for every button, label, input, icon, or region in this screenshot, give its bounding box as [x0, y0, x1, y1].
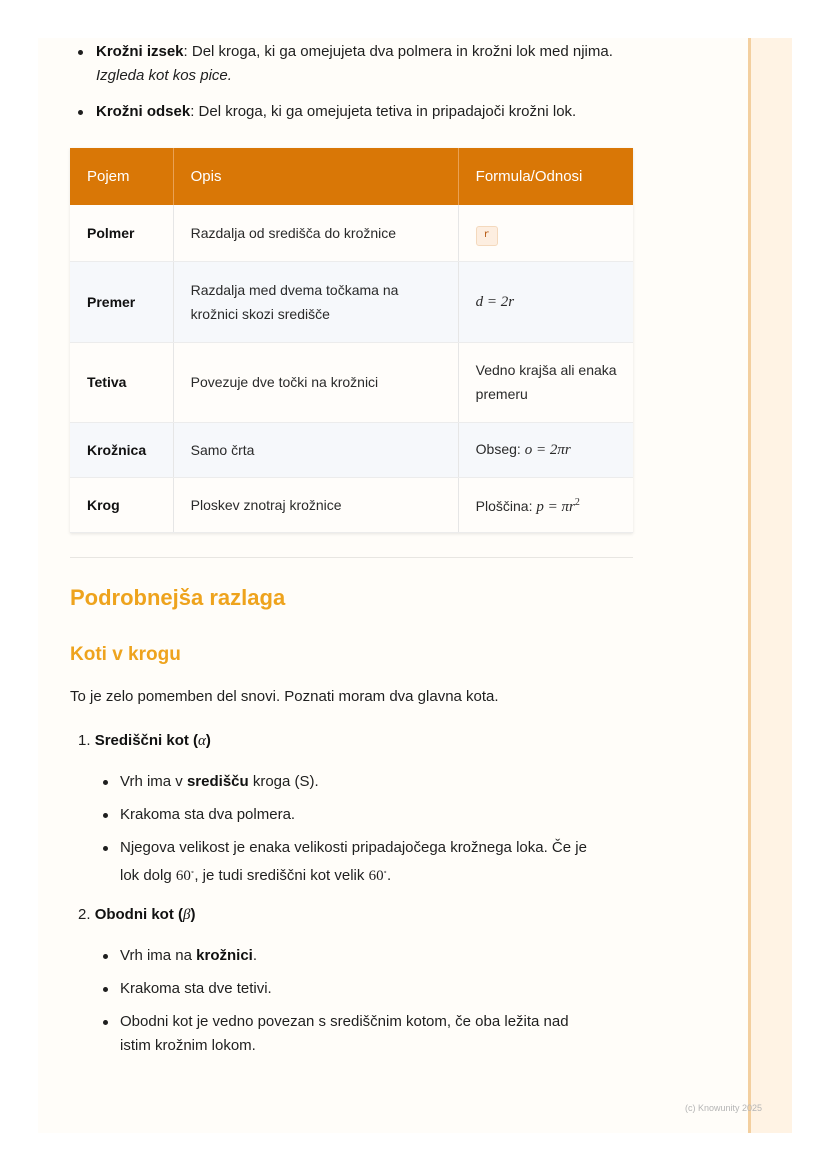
cell-description: Razdalja od središča do krožnice — [173, 205, 458, 261]
cell-term: Tetiva — [70, 342, 173, 422]
table-header-row — [70, 148, 633, 205]
formula-label: Obseg: — [475, 441, 525, 457]
cell-formula: Vedno krajša ali enaka premeru — [458, 342, 633, 422]
item-title: Središčni kot (α) — [94, 732, 211, 749]
item-number: 2. — [78, 906, 91, 923]
terms-table — [70, 148, 633, 533]
header-description: Opis — [173, 148, 458, 205]
list-item: Obodni kot je vedno povezan s središčnim kotom, če oba ležita nad istim krožnim lokom. — [96, 1010, 650, 1058]
section-intro: To je zelo pomemben del snovi. Poznati moram dva glavna kota. — [70, 688, 499, 705]
math-exponent: 2 — [574, 496, 580, 508]
bold-term: središču — [186, 773, 249, 790]
cell-term: Krožnica — [70, 422, 173, 477]
math-base: p = πr — [536, 498, 575, 515]
formula-label: Ploščina: — [475, 497, 537, 514]
cell-description: Povezuje dve točki na krožnici — [173, 342, 458, 422]
degree-value: 60∘ — [175, 868, 195, 884]
list-item: Vrh ima na krožnici. — [96, 944, 650, 968]
list-item: Krakoma sta dve tetivi. — [96, 977, 650, 1001]
cell-formula — [458, 205, 633, 261]
list-item: Njegova velikost je enaka velikosti pripadajočega krožnega loka. Če je lok dolg 60∘, je tudi središčni kot velik 60∘. — [96, 836, 650, 888]
list-item — [70, 40, 656, 88]
item-number: 1. — [78, 732, 91, 749]
table-row — [70, 422, 633, 477]
term-text: : Del kroga, ki ga omejujeta tetiva in pripadajoči krožni lok. — [190, 103, 577, 120]
degree-value: 60∘ — [368, 868, 387, 884]
cell-term: Premer — [70, 261, 173, 342]
list-item — [70, 100, 656, 124]
table-row — [70, 261, 633, 342]
cell-description: Razdalja med dvema točkama na krožnici skozi središče — [173, 261, 458, 342]
math-formula: o = 2πr — [524, 442, 571, 458]
ordered-item-central-angle — [78, 730, 211, 752]
header-formula: Formula/Odnosi — [458, 148, 633, 205]
section-subheading: Koti v krogu — [70, 644, 181, 665]
cell-formula — [458, 422, 633, 477]
cell-term: Polmer — [70, 205, 173, 261]
beta-symbol: β — [183, 907, 191, 923]
math-formula: d = 2r — [475, 294, 515, 310]
cell-description: Ploskev znotraj krožnice — [173, 477, 458, 532]
term-text: : Del kroga, ki ga omejujeta dva polmera in krožni lok med njima. — [183, 43, 613, 60]
math-formula — [536, 496, 580, 515]
table-row — [70, 205, 633, 261]
header-term: Pojem — [70, 148, 173, 205]
ordered-item-inscribed-angle — [78, 904, 196, 926]
side-panel — [751, 38, 792, 1133]
table-row — [70, 477, 633, 532]
term-note: Izgleda kot kos pice. — [96, 67, 232, 84]
list-item: Vrh ima v središču kroga (S). — [96, 770, 650, 794]
cell-formula — [458, 261, 633, 342]
table-row — [70, 342, 633, 422]
copyright-footer: (c) Knowunity 2025 — [685, 1103, 763, 1113]
term-label: Krožni odsek — [96, 103, 191, 120]
cell-description: Samo črta — [173, 422, 458, 477]
cell-formula — [458, 477, 633, 532]
alpha-symbol: α — [198, 733, 206, 749]
section-divider — [70, 557, 633, 558]
bold-term: krožnici — [196, 947, 253, 964]
cell-term: Krog — [70, 477, 173, 532]
item-title: Obodni kot (β) — [94, 906, 196, 923]
section-heading: Podrobnejša razlaga — [70, 585, 286, 610]
code-chip: r — [476, 226, 498, 246]
term-label: Krožni izsek — [96, 43, 184, 60]
list-item: Krakoma sta dva polmera. — [96, 803, 650, 827]
